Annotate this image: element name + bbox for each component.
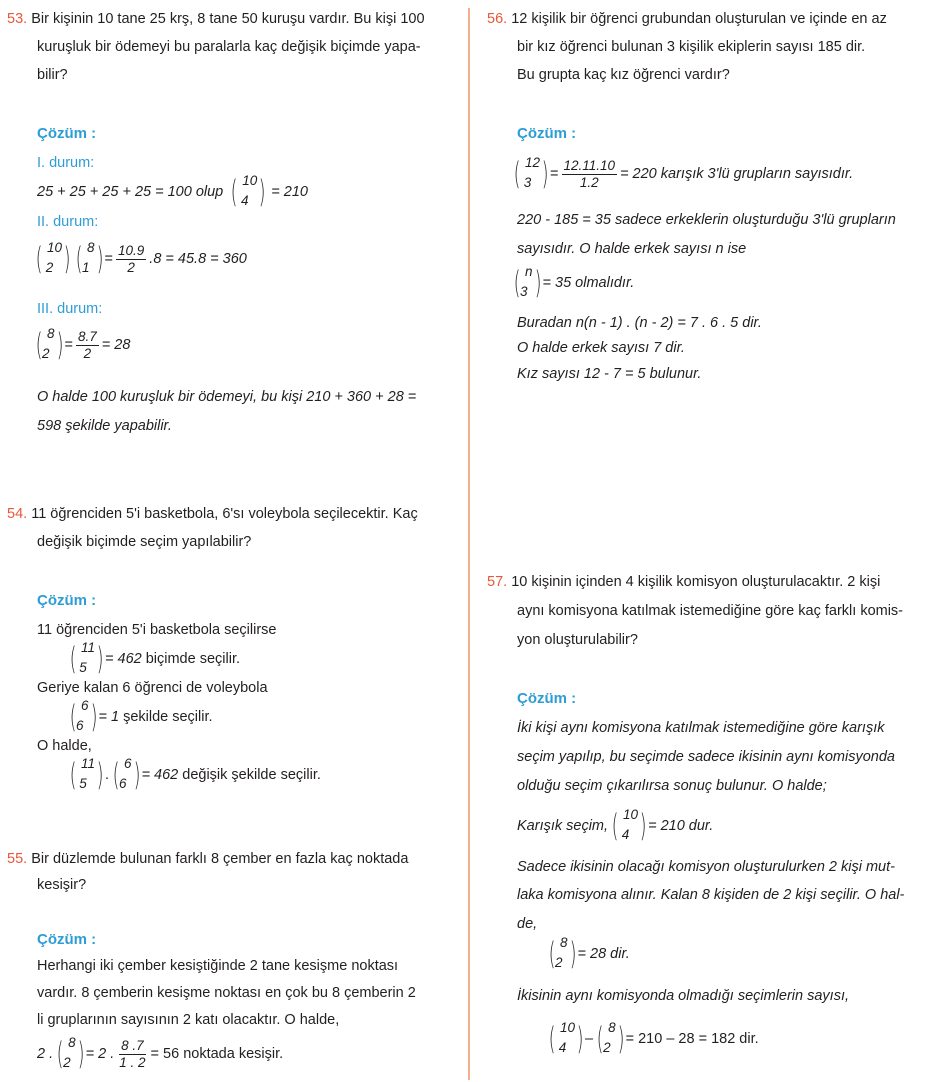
binomial-11-5: ( 11 5 ) — [69, 640, 104, 677]
solution-56-line-5: Kız sayısı 12 - 7 = 5 bulunur. — [517, 366, 702, 382]
fraction-10-9-over-2: $\frac{10.9}{2}$ — [118, 242, 145, 275]
solution-57-equation-1: Karışık seçim, ( 10 4 ) = 210 dur. — [517, 807, 714, 844]
binomial-10-4-minuend: ( 10 4 ) — [548, 1020, 584, 1057]
question-53-line-3: bilir? — [37, 67, 68, 83]
solution-56-line-4: O halde erkek sayısı 7 dir. — [517, 340, 685, 356]
fraction-8-7-over-2: $\frac{8.7}{2}$ — [77, 328, 97, 361]
solution-heading-54: Çözüm : — [37, 592, 97, 609]
solution-56-line-2: sayısıdır. O halde erkek sayısı n ise — [517, 241, 747, 257]
binomial-12-3: ( 12 3 ) — [513, 155, 549, 192]
binomial-10-4: ( 10 4 ) — [231, 173, 266, 210]
fraction-8-7-over-1-2: $\frac{8 .7}{1 . 2}$ — [119, 1037, 146, 1070]
case-1-equation: 25 + 25 + 25 + 25 = 100 olup ( 10 4 ) = 210 — [37, 173, 308, 210]
question-57-line-2: aynı komisyona katılmak istemediğine göre kaç farklı komis- — [517, 603, 904, 619]
solution-57-line-2: seçim yapılıp, bu seçimde sadece ikisinin aynı komisyonda — [517, 749, 895, 765]
binomial-8-2: ( 8 2 ) — [56, 1035, 85, 1072]
binomial-8-2: ( 8 2 ) — [35, 326, 63, 363]
conclusion-53-line-2: 598 şekilde yapabilir. — [37, 418, 172, 434]
binomial-10-2: ( 10 2 ) — [35, 240, 71, 277]
solution-54-line-1: 11 öğrenciden 5'i basketbola seçilirse — [37, 622, 277, 638]
solution-56-line-1: 220 - 185 = 35 sadece erkeklerin oluşturduğu 3'lü grupların — [517, 212, 896, 228]
case-3-equation: ( 8 2 ) = $\frac{8.7}{2}$ = 28 — [35, 326, 131, 363]
solution-54-equation-3: ( 11 5 ) . ( 6 6 ) = 462 değişik şekilde seçilir. — [69, 756, 321, 793]
case-2-label: II. durum: — [37, 214, 99, 230]
solution-54-line-2: Geriye kalan 6 öğrenci de voleybola — [37, 680, 268, 696]
problem-number-53: 53. — [7, 11, 28, 27]
solution-54-equation-1: ( 11 5 ) = 462 biçimde seçilir. — [69, 640, 240, 677]
binomial-8-2: ( 8 2 ) — [548, 935, 576, 972]
solution-57-line-4: Sadece ikisinin olacağı komisyon oluşturulurken 2 kişi mut- — [517, 859, 895, 875]
binomial-n-3: ( n 3 ) — [513, 264, 541, 301]
solution-56-equation-2: ( n 3 ) = 35 olmalıdır. — [513, 264, 635, 301]
solution-55-line-3: li gruplarının sayısının 2 katı olacaktır. O halde, — [37, 1012, 340, 1028]
solution-57-equation-2: ( 8 2 ) = 28 dir. — [548, 935, 630, 972]
solution-57-equation-3: ( 10 4 ) – ( 8 2 ) = 210 – 28 = 182 dir. — [548, 1020, 759, 1057]
solution-54-line-3: O halde, — [37, 738, 92, 754]
binomial-8-2-subtrahend: ( 8 2 ) — [596, 1020, 625, 1057]
question-57-line-3: yon oluşturulabilir? — [517, 632, 638, 648]
question-53-line-2: kuruşluk bir ödemeyi bu paralarla kaç değişik biçimde yapa- — [37, 39, 421, 55]
solution-57-line-3: olduğu seçim çıkarılırsa sonuç bulunur. O halde; — [517, 778, 827, 794]
question-55-line-2: kesişir? — [37, 877, 87, 893]
problem-number-55: 55. — [7, 851, 28, 867]
question-53-line-1: 53. Bir kişinin 10 tane 25 krş, 8 tane 50 kuruşu vardır. Bu kişi 100 — [7, 11, 425, 27]
question-56-line-1: 56. 12 kişilik bir öğrenci grubundan oluşturulan ve içinde en az — [487, 11, 887, 27]
solution-57-line-1: İki kişi aynı komisyona katılmak istemediğine göre karışık — [517, 720, 885, 736]
binomial-11-5-product: ( 11 5 ) — [69, 756, 104, 793]
case-3-label: III. durum: — [37, 301, 103, 317]
solution-55-equation: 2 . ( 8 2 ) = 2 . $\frac{8 .7}{1 . 2}$ = 56 noktada kesişir. — [37, 1035, 284, 1072]
solution-57-line-7: İkisinin aynı komisyonda olmadığı seçimlerin sayısı, — [517, 988, 850, 1004]
solution-57-line-5: laka komisyona alınır. Kalan 8 kişiden de 2 kişi seçilir. O hal- — [517, 887, 905, 903]
solution-56-equation-1: ( 12 3 ) = $\frac{12.11.10}{1.2}$ = 220 karışık 3'lü grupların sayısıdır. — [513, 155, 854, 192]
solution-heading-57: Çözüm : — [517, 690, 577, 707]
column-divider — [468, 8, 470, 1080]
problem-number-56: 56. — [487, 11, 508, 27]
solution-55-line-1: Herhangi iki çember kesiştiğinde 2 tane kesişme noktası — [37, 958, 399, 974]
solution-heading-56: Çözüm : — [517, 125, 577, 142]
binomial-10-4: ( 10 4 ) — [611, 807, 647, 844]
solution-56-line-3: Buradan n(n - 1) . (n - 2) = 7 . 6 . 5 dir. — [517, 315, 762, 331]
case-1-label: I. durum: — [37, 155, 95, 171]
binomial-6-6: ( 6 6 ) — [69, 698, 97, 735]
solution-57-line-6: de, — [517, 916, 538, 932]
question-57-line-1: 57. 10 kişinin içinden 4 kişilik komisyon oluşturulacaktır. 2 kişi — [487, 574, 881, 590]
solution-heading-55: Çözüm : — [37, 931, 97, 948]
question-54-line-2: değişik biçimde seçim yapılabilir? — [37, 534, 252, 550]
solution-heading-53: Çözüm : — [37, 125, 97, 142]
problem-number-54: 54. — [7, 506, 28, 522]
question-56-line-3: Bu grupta kaç kız öğrenci vardır? — [517, 67, 730, 83]
fraction-12-11-10-over-1-2: $\frac{12.11.10}{1.2}$ — [563, 157, 616, 190]
binomial-6-6-product: ( 6 6 ) — [112, 756, 141, 793]
solution-55-line-2: vardır. 8 çemberin kesişme noktası en çok bu 8 çemberin 2 — [37, 985, 416, 1001]
binomial-8-1: ( 8 1 ) — [75, 240, 104, 277]
solution-54-equation-2: ( 6 6 ) = 1 şekilde seçilir. — [69, 698, 213, 735]
question-55-line-1: 55. Bir düzlemde bulunan farklı 8 çember en fazla kaç noktada — [7, 851, 409, 867]
conclusion-53-line-1: O halde 100 kuruşluk bir ödemeyi, bu kişi 210 + 360 + 28 = — [37, 389, 417, 405]
question-56-line-2: bir kız öğrenci bulunan 3 kişilik ekiplerin sayısı 185 dir. — [517, 39, 866, 55]
problem-number-57: 57. — [487, 574, 508, 590]
question-54-line-1: 54. 11 öğrenciden 5'i basketbola, 6'sı voleybola seçilecektir. Kaç — [7, 506, 418, 522]
case-2-equation: ( 10 2 ) ( 8 1 ) = $\frac{10.9}{2}$ .8 = 45.8 = 360 — [35, 240, 247, 277]
